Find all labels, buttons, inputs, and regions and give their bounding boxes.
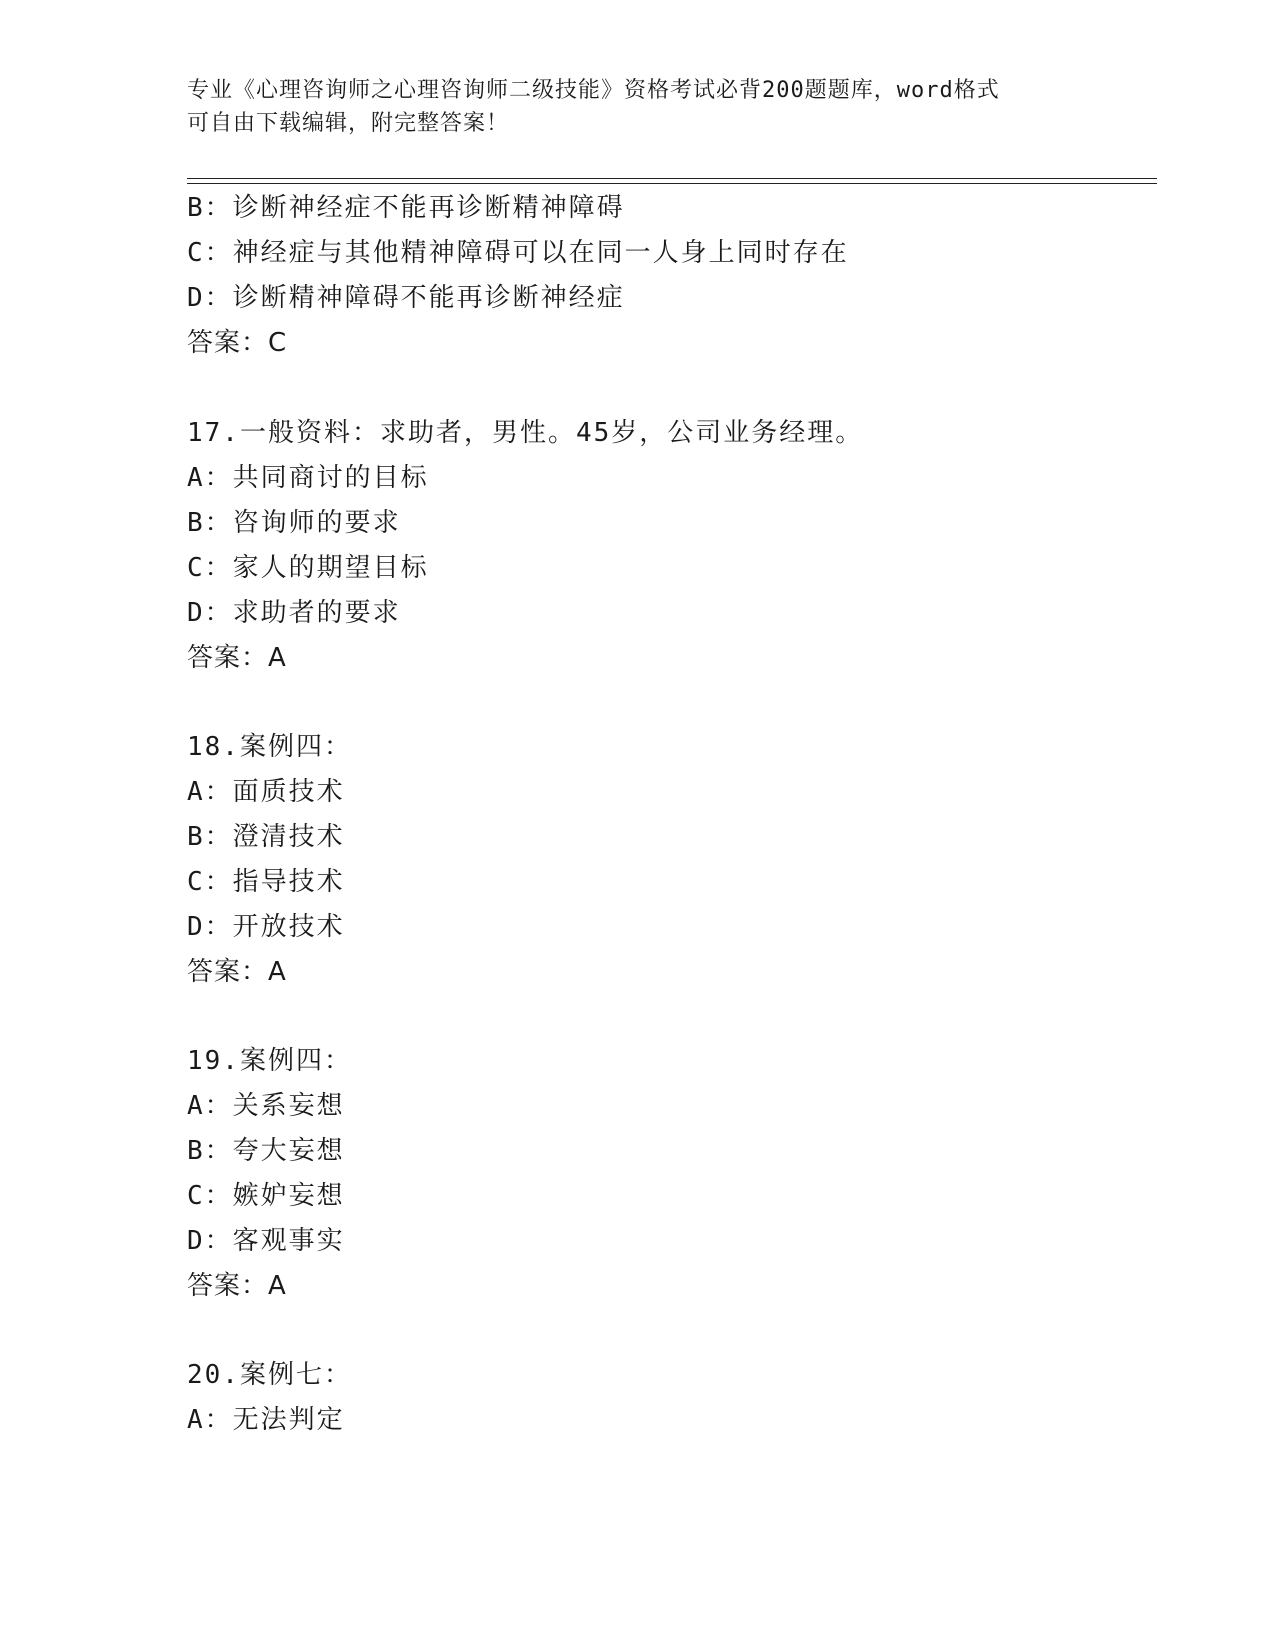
q16-option-c: C：神经症与其他精神障碍可以在同一人身上同时存在: [187, 238, 849, 268]
header-line-1: 专业《心理咨询师之心理咨询师二级技能》资格考试必背200题题库，word格式: [187, 78, 1000, 103]
q17-stem: 17.一般资料：求助者，男性。45岁，公司业务经理。: [187, 418, 864, 448]
q17-option-b: B：咨询师的要求: [187, 508, 401, 538]
q20-option-a: A：无法判定: [187, 1405, 345, 1435]
q19-option-b: B：夸大妄想: [187, 1136, 345, 1166]
header-line-2: 可自由下载编辑，附完整答案！: [187, 111, 510, 136]
q19-answer: 答案：A: [187, 1271, 287, 1301]
q16-answer: 答案：C: [187, 328, 288, 358]
header-rule-bottom: [187, 183, 1157, 184]
q18-stem: 18.案例四：: [187, 732, 352, 762]
q19-option-c: C：嫉妒妄想: [187, 1181, 345, 1211]
q20-stem: 20.案例七：: [187, 1360, 352, 1390]
q18-option-c: C：指导技术: [187, 867, 345, 897]
q16-option-b: B：诊断神经症不能再诊断精神障碍: [187, 193, 625, 223]
q19-stem: 19.案例四：: [187, 1046, 352, 1076]
q16-option-d: D：诊断精神障碍不能再诊断神经症: [187, 283, 625, 313]
q18-answer: 答案：A: [187, 957, 287, 987]
q18-option-b: B：澄清技术: [187, 822, 345, 852]
q19-option-d: D：客观事实: [187, 1226, 345, 1256]
q17-option-c: C：家人的期望目标: [187, 553, 429, 583]
q19-option-a: A：关系妄想: [187, 1091, 345, 1121]
q18-option-a: A：面质技术: [187, 777, 345, 807]
q17-option-d: D：求助者的要求: [187, 598, 401, 628]
q18-option-d: D：开放技术: [187, 912, 345, 942]
q17-answer: 答案：A: [187, 643, 287, 673]
header-rule-top: [187, 178, 1157, 179]
q17-option-a: A：共同商讨的目标: [187, 463, 429, 493]
document-header: [187, 74, 1087, 140]
